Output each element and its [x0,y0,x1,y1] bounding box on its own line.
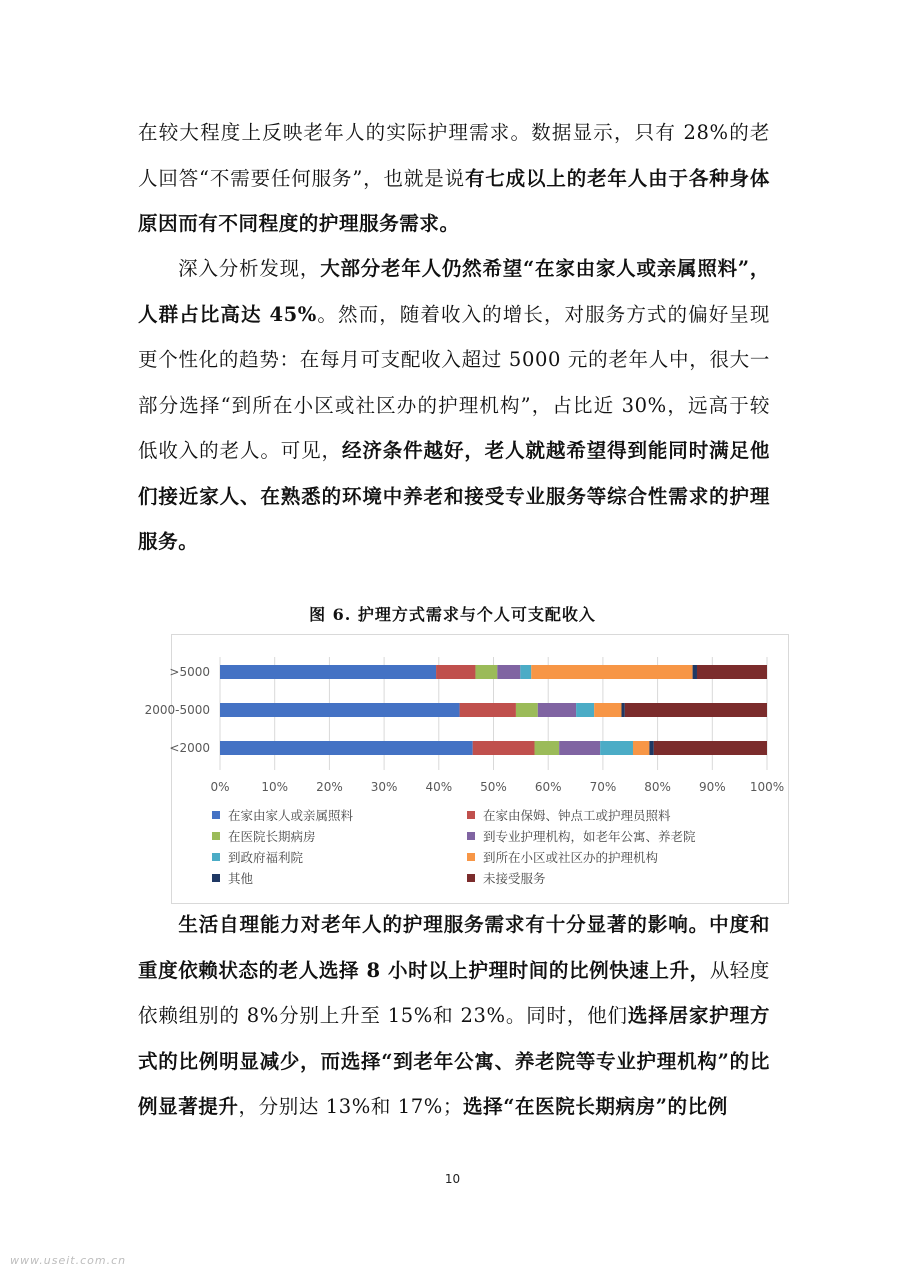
x-tick-label: 50% [480,780,507,794]
legend-swatch [467,853,475,861]
legend-item [212,868,467,887]
bold-text-run: 生活自理能力对老年人的护理服务需求有十分显著的影响。中度和重度依赖状态的老人选择 8 小时以上护理时间的比例快速上升， [138,913,770,982]
bold-text-run: 选择“在医院长期病房”的比例 [463,1095,728,1118]
text-run: 从轻度依赖组别的 8%分别上升至 15%和 23%。同时，他们 [138,958,770,1027]
legend-label: 到政府福利院 [228,849,304,865]
legend-swatch [212,874,220,882]
bar-segment [436,665,475,679]
bar-segment [654,741,767,755]
x-tick-label: 40% [425,780,453,794]
legend-item [212,805,467,824]
x-tick-label: 10% [261,780,289,794]
x-tick-label: 20% [316,780,343,794]
legend-item [467,868,757,887]
figure-caption: 图 6. 护理方式需求与个人可支配收入 [309,605,596,624]
legend-label: 在医院长期病房 [228,828,316,844]
legend-swatch [212,853,220,861]
bar-segment [538,703,576,717]
bar-segment [220,703,460,717]
legend-swatch [467,832,475,840]
legend-swatch [212,811,220,819]
legend-item [467,847,757,866]
legend-swatch [467,811,475,819]
legend-swatch [212,832,220,840]
legend-label: 到所在小区或社区办的护理机构 [483,849,659,865]
x-tick-label: 30% [370,780,398,794]
legend-item [467,805,757,824]
page-number: 10 [444,1172,461,1186]
text-run: 。然而，随着收入的增长，对服务方式的偏好呈现更个性化的趋势：在每月可支配收入超过 5000 元的老年人中，很大一部分选择“到所在小区或社区办的护理机构”，占比近 30%，远高于较低收入的老人。可见， [138,302,770,462]
bar-segment [220,665,436,679]
legend-label: 在家由家人或亲属照料 [228,807,354,823]
legend-item [467,826,757,845]
stacked-bar-chart [144,634,789,904]
text-run: ，分别达 13%和 17%； [238,1095,463,1118]
bar-segment [497,665,520,679]
chart-legend [212,805,772,887]
bar-segment [625,703,767,717]
x-tick-label: 100% [749,780,785,794]
bar-segment [600,741,633,755]
bar-segment [594,703,621,717]
bold-text-run: 大部分老年人仍然希望“在家由家人或亲属照料”，人群占比高达 45% [138,257,770,326]
bar-segment [535,741,560,755]
legend-label: 其他 [228,870,254,886]
bar-segment [475,665,497,679]
x-tick-label: 60% [534,780,562,794]
bar-segment [460,703,516,717]
bar-segment [649,741,653,755]
bar-segment [473,741,535,755]
x-tick-label: 0% [210,780,230,794]
legend-item [212,847,467,866]
y-category-label: >5000 [169,665,210,679]
paragraph-2 [138,246,770,565]
bar-segment [520,665,531,679]
bold-text-run: 选择居家护理方式的比例明显减少，而选择“到老年公寓、养老院等专业护理机构”的比例显著提升 [138,1004,771,1118]
bar-segment [633,741,649,755]
bold-text-run: 有七成以上的老年人由于各种身体原因而有不同程度的护理服务需求。 [138,166,770,235]
paragraph-1 [138,110,770,247]
bar-segment [621,703,624,717]
x-tick-label: 70% [589,780,617,794]
legend-item [212,826,467,845]
x-tick-label: 80% [644,780,671,794]
y-category-label: <2000 [169,741,210,755]
bar-segment [697,665,767,679]
bar-segment [693,665,697,679]
bar-segment [531,665,692,679]
legend-label: 未接受服务 [483,870,546,886]
bar-segment [559,741,600,755]
bold-text-run: 经济条件越好，老人就越希望得到能同时满足他们接近家人、在熟悉的环境中养老和接受专业服务等综合性需求的护理服务。 [138,439,770,553]
y-category-label: 2000-5000 [144,703,210,717]
paragraph-3 [138,902,770,1130]
legend-label: 在家由保姆、钟点工或护理员照料 [483,807,671,823]
bar-segment [516,703,538,717]
text-run: 在较大程度上反映老年人的实际护理需求。数据显示，只有 28%的老人回答“不需要任何服务”，也就是说 [138,121,770,190]
legend-swatch [467,874,475,882]
text-run: 深入分析发现， [178,257,321,280]
watermark: www.useit.com.cn [10,1254,127,1267]
legend-label: 到专业护理机构，如老年公寓、养老院 [483,828,696,844]
bar-segment [220,741,473,755]
bar-segment [576,703,594,717]
x-tick-label: 90% [698,780,726,794]
